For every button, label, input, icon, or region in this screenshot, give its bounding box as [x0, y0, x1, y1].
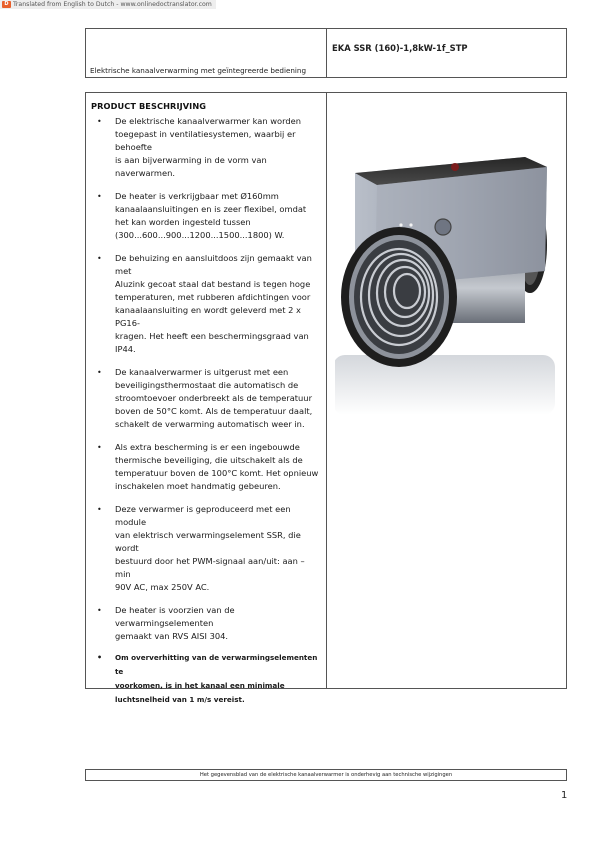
description-list — [86, 115, 322, 707]
translation-banner-text: Translated from English to Dutch - www.onlinedoctranslator.com — [13, 1, 212, 8]
description-line: Als extra bescherming is er een ingebouwde — [115, 442, 300, 452]
bullet-icon: • — [97, 117, 102, 126]
section-title: PRODUCT BESCHRIJVING — [91, 101, 207, 111]
header-left-cell — [86, 29, 327, 77]
description-line: kragen. Het heeft een beschermingsgraad van IP44. — [115, 331, 309, 354]
description-line: schakelt de verwarming automatisch weer in. — [115, 419, 305, 429]
header-table — [85, 28, 567, 78]
description-line: bestuurd door het PWM-signaal aan/uit: aan – min — [115, 556, 305, 579]
translator-logo-icon: D — [2, 1, 11, 8]
description-line: 90V AC, max 250V AC. — [115, 582, 210, 592]
description-line: temperatuur boven de 100°C komt. Het opnieuw — [115, 468, 319, 478]
bullet-icon: • — [97, 368, 102, 377]
bullet-icon: • — [97, 443, 102, 452]
description-line: De kanaalverwarmer is uitgerust met een — [115, 367, 289, 377]
bullet-icon: • — [97, 653, 103, 662]
description-item — [86, 366, 322, 431]
description-line: voorkomen, is in het kanaal een minimale — [115, 681, 285, 690]
description-line: het kan worden ingesteld tussen — [115, 217, 251, 227]
description-line: is aan bijverwarming in de vorm van naverwarmen. — [115, 155, 267, 178]
description-item — [86, 252, 322, 356]
description-line: van elektrisch verwarmingselement SSR, die wordt — [115, 530, 301, 553]
description-line: stroomtoevoer onderbreekt als de temperatuur — [115, 393, 312, 403]
footer-note: Het gegevensblad van de elektrische kanaalverwarmer is onderhevig aan technische wijzigingen — [85, 769, 567, 781]
description-line: gemaakt van RVS AISI 304. — [115, 631, 229, 641]
main-table — [85, 92, 567, 704]
description-line: De elektrische kanaalverwarmer kan worden — [115, 116, 301, 126]
description-line: De heater is voorzien van de verwarmingselementen — [115, 605, 235, 628]
description-line: De heater is verkrijgbaar met Ø160mm — [115, 191, 279, 201]
description-line: luchtsnelheid van 1 m/s vereist. — [115, 695, 245, 704]
description-line: De behuizing en aansluitdoos zijn gemaakt van met — [115, 253, 312, 276]
description-line: (300...600...900...1200...1500...1800) W. — [115, 230, 285, 240]
description-line: temperaturen, met rubberen afdichtingen voor — [115, 292, 311, 302]
image-cell — [327, 93, 566, 688]
bullet-icon: • — [97, 192, 102, 201]
page-number: 1 — [561, 790, 568, 801]
description-line: Aluzink gecoat staal dat bestand is tegen hoge — [115, 279, 311, 289]
description-line: kanaalaansluiting en wordt geleverd met 2 x PG16- — [115, 305, 301, 328]
bullet-icon: • — [97, 254, 102, 263]
description-item — [86, 651, 322, 707]
description-line: beveiligingsthermostaat die automatisch de — [115, 380, 299, 390]
description-line: thermische beveiliging, die uitschakelt als de — [115, 455, 303, 465]
description-line: kanaalaansluitingen en is zeer flexibel, omdat — [115, 204, 307, 214]
description-item — [86, 604, 322, 643]
description-line: boven de 50°C komt. Als de temperatuur daalt, — [115, 406, 313, 416]
header-right-cell — [327, 29, 566, 77]
translation-banner[interactable] — [0, 0, 216, 9]
product-subtitle: Elektrische kanaalverwarming met geïntegreerde bediening — [90, 66, 307, 75]
description-line: inschakelen moet handmatig gebeuren. — [115, 481, 281, 491]
description-item — [86, 190, 322, 242]
description-item — [86, 441, 322, 493]
product-model: EKA SSR (160)-1,8kW-1f_STP — [332, 43, 468, 53]
description-item — [86, 115, 322, 180]
description-line: Deze verwarmer is geproduceerd met een module — [115, 504, 291, 527]
description-line: toegepast in ventilatiesystemen, waarbij er behoefte — [115, 129, 296, 152]
bullet-icon: • — [97, 505, 102, 514]
description-cell — [86, 93, 327, 704]
duct-heater-image — [335, 145, 557, 415]
description-line: Om oververhitting van de verwarmingselementen te — [115, 653, 318, 676]
bullet-icon: • — [97, 606, 102, 615]
description-item — [86, 503, 322, 594]
